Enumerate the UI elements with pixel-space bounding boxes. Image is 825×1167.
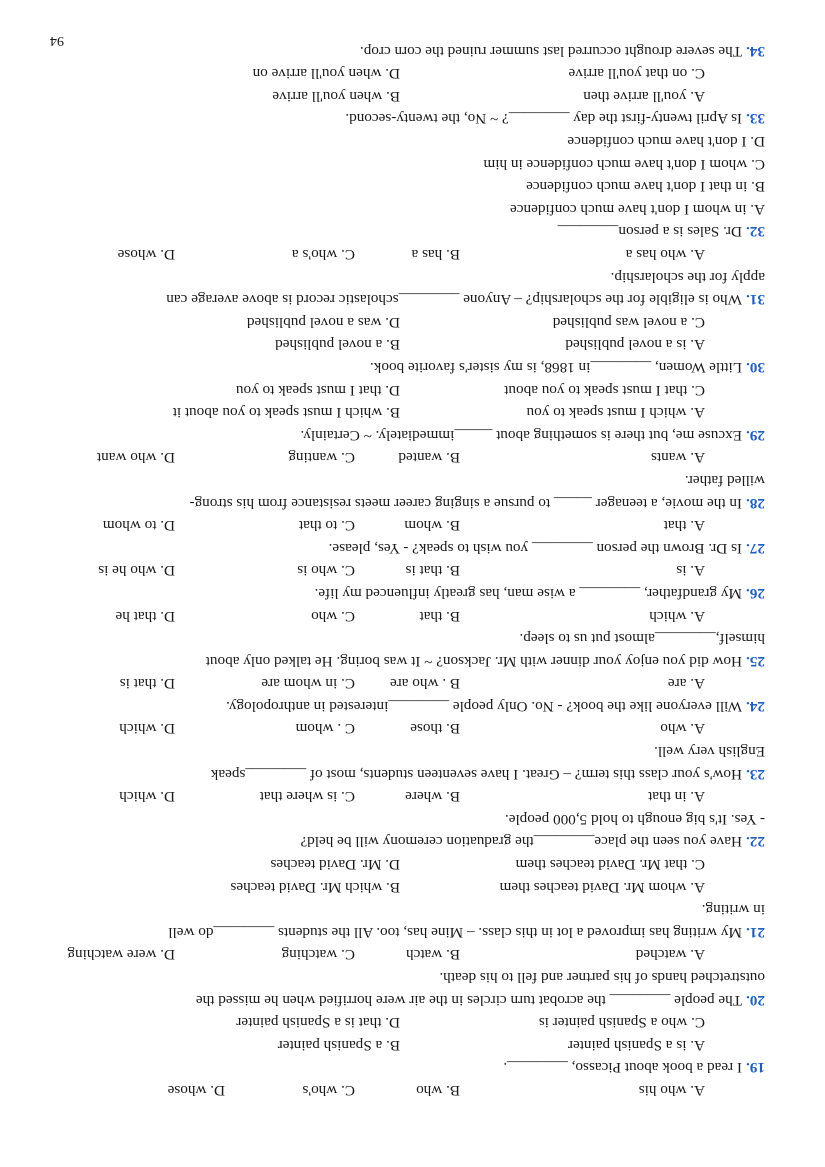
answer-options — [65, 514, 765, 537]
answer-option[interactable]: A. watched — [635, 946, 705, 964]
answer-option[interactable]: D. who want — [96, 449, 175, 467]
question-text: in writing. — [701, 901, 765, 919]
question-text: I read a book about Picasso, ________. — [503, 1059, 743, 1077]
question-text: himself,________almost put us to sleep. — [519, 630, 765, 648]
question-number: 26. — [746, 584, 765, 602]
question-text: Is Dr. Brown the person ________ you wish to speak? - Yes, please. — [328, 539, 743, 557]
question-text: The severe drought occurred last summer ruined the corn crop. — [359, 42, 743, 60]
question-line — [65, 627, 765, 650]
answer-option[interactable]: B. whom — [404, 517, 460, 535]
answer-options — [65, 672, 765, 695]
question-stem — [65, 920, 765, 943]
option-d: D. whose — [167, 1082, 225, 1099]
question-text: willed father. — [684, 471, 765, 489]
answer-options — [65, 1011, 765, 1034]
question-text: apply for the scholarship. — [610, 268, 765, 286]
question-text: Dr. Sales is a person________ — [557, 223, 743, 241]
question-number: 32. — [746, 223, 765, 241]
answer-option[interactable]: C. that Mr. David teaches them — [515, 856, 705, 874]
answer-option[interactable]: B. watch — [406, 946, 460, 964]
question-stem — [65, 762, 765, 785]
answer-option[interactable]: D. which — [119, 788, 175, 806]
question-line — [65, 152, 765, 175]
answer-option[interactable]: C. on that you'll arrive — [568, 65, 705, 83]
question-line — [65, 175, 765, 198]
answer-option[interactable]: C. a novel was published — [552, 313, 705, 331]
answer-options — [65, 943, 765, 966]
question — [65, 785, 765, 853]
question — [65, 242, 765, 310]
answer-option[interactable]: D. that is a Spanish painter — [236, 1014, 400, 1032]
question-number: 34. — [746, 42, 765, 60]
question-number: 24. — [746, 697, 765, 715]
question — [65, 129, 765, 242]
question-number: 21. — [746, 923, 765, 941]
answer-options — [65, 242, 765, 265]
question-text: My writing has improved a lot in this class. – Mine has, too. All the students ________do well — [168, 923, 743, 941]
answer-options — [65, 875, 765, 898]
question-text: Little Women, ________in 1868, is my sister's favorite book. — [369, 359, 743, 376]
question-line — [65, 129, 765, 152]
question-stem — [65, 107, 765, 130]
question-text: How's your class this term? – Great. I have seventeen students, most of ________speak — [210, 765, 743, 783]
answer-options — [65, 378, 765, 401]
question-number: 20. — [746, 991, 765, 1009]
answer-option[interactable]: B. a Spanish painter — [277, 1036, 400, 1054]
question — [65, 717, 765, 785]
answer-option[interactable]: A. is a novel published — [565, 336, 705, 354]
answer-option[interactable]: B . who are — [389, 675, 460, 693]
answer-options — [65, 852, 765, 875]
answer-option[interactable]: B. those — [410, 720, 460, 738]
question — [65, 446, 765, 514]
answer-options — [65, 785, 765, 808]
answer-option[interactable]: C . whom — [295, 720, 355, 738]
question-text: The people ________ the acrobat turn circles in the air were horrified when he missed the — [195, 991, 743, 1009]
question-text: In the movie, a teenager _____ to pursue a singing career meets resistance from his strong- — [189, 494, 743, 512]
question-stem — [65, 423, 765, 446]
answer-option[interactable]: B. when you'll arrive — [272, 87, 400, 105]
question-text: How did you enjoy your dinner with Mr. Jackson? ~ It was boring. He talked only about — [205, 652, 743, 670]
question-list — [65, 39, 765, 1101]
answer-option[interactable]: C. who is — [297, 562, 355, 580]
answer-options — [65, 604, 765, 627]
option-b: B. who — [416, 1082, 460, 1099]
question-text: English very well. — [654, 743, 765, 761]
page-number: 94 — [50, 33, 64, 48]
question-stem — [65, 220, 765, 243]
question-text: A. in whom I don't have much confidence — [510, 200, 765, 218]
question-text: C. whom I don't have much confidence in him — [483, 155, 765, 173]
answer-option[interactable]: B. which I must speak to you about it — [172, 404, 400, 422]
answer-option[interactable]: B. has a — [411, 246, 460, 264]
answer-option[interactable]: D. Mr. David teaches — [270, 856, 400, 874]
answer-options — [65, 401, 765, 424]
answer-option[interactable]: D. was a novel published — [246, 313, 400, 331]
option-a: A. who his — [638, 1082, 705, 1099]
answer-option[interactable]: A. which — [649, 607, 705, 625]
answer-option[interactable]: D. that I must speak to you — [235, 381, 400, 399]
question-line — [65, 898, 765, 921]
top-options — [65, 1078, 765, 1101]
answer-option[interactable]: A. are — [667, 675, 705, 693]
answer-options — [65, 84, 765, 107]
answer-option[interactable]: D. whose — [117, 246, 175, 264]
answer-option[interactable]: C. to that — [298, 517, 355, 535]
question-stem — [65, 491, 765, 514]
answer-option[interactable]: A. in that — [648, 788, 705, 806]
question-text: Who is eligible for the scholarship? – Anyone ________scholastic record is above average can — [166, 291, 743, 309]
question-line — [65, 807, 765, 830]
answer-options — [65, 310, 765, 333]
question-stem — [65, 288, 765, 311]
answer-option[interactable]: B. that — [419, 607, 460, 625]
question — [65, 559, 765, 604]
question-number: 28. — [746, 494, 765, 512]
question-stem — [65, 39, 765, 62]
questions — [65, 39, 765, 1078]
question-text: - Yes. It's big enough to hold 5,000 people. — [504, 810, 765, 828]
answer-option[interactable]: D. to whom — [102, 517, 175, 535]
question-text: outstretched hands of his partner and fell to his death. — [439, 969, 765, 987]
question-number: 33. — [746, 110, 765, 128]
question-text: B. in that I don't have much confidence — [526, 178, 765, 196]
answer-option[interactable]: B. a novel published — [275, 336, 400, 354]
answer-option[interactable]: D. which — [119, 720, 175, 738]
answer-option[interactable]: A. is a Spanish painter — [567, 1036, 705, 1054]
question — [65, 852, 765, 942]
answer-option[interactable]: B. where — [405, 788, 460, 806]
answer-option[interactable]: C. who — [311, 607, 355, 625]
question-stem — [65, 830, 765, 853]
question-line — [65, 965, 765, 988]
question-line — [65, 740, 765, 763]
option-c: C. who's — [302, 1082, 355, 1099]
answer-option[interactable]: C. wanting — [288, 449, 355, 467]
answer-option[interactable]: A. who has a — [625, 246, 705, 264]
question — [65, 62, 765, 130]
question-number: 22. — [746, 833, 765, 851]
question — [65, 672, 765, 717]
answer-options — [65, 333, 765, 356]
question-number: 25. — [746, 652, 765, 670]
answer-options — [65, 446, 765, 469]
question-stem — [65, 1056, 765, 1079]
question — [65, 39, 765, 62]
question-stem — [65, 649, 765, 672]
answer-options — [65, 717, 765, 740]
question-text: My grandfather, ________ a wise man, has greatly influenced my life. — [314, 584, 743, 602]
answer-option[interactable]: B. which Mr. David teaches — [230, 878, 400, 896]
question-text: Will everyone like the book? - No. Only people ________interested in anthropology. — [226, 697, 743, 715]
answer-option[interactable]: D. who he is — [98, 562, 175, 580]
answer-option[interactable]: D. when you'll arrive on — [252, 65, 400, 83]
question-line — [65, 265, 765, 288]
question — [65, 514, 765, 559]
answer-option[interactable]: C. in whom are — [261, 675, 355, 693]
question-line — [65, 468, 765, 491]
answer-option[interactable]: B. that is — [405, 562, 460, 580]
question-number: 19. — [746, 1059, 765, 1077]
question — [65, 943, 765, 1011]
question — [65, 310, 765, 378]
question-number: 30. — [746, 359, 765, 376]
answer-option[interactable]: A. that — [663, 517, 705, 535]
answer-options — [65, 1033, 765, 1056]
answer-option[interactable]: C. that I must speak to you about — [504, 381, 705, 399]
question-stem — [65, 694, 765, 717]
question — [65, 378, 765, 446]
question-number: 23. — [746, 765, 765, 783]
answer-option[interactable]: A. you'll arrive then — [583, 87, 705, 105]
question-line — [65, 197, 765, 220]
answer-option[interactable]: A. whom Mr. David teaches them — [499, 878, 705, 896]
question-stem — [65, 988, 765, 1011]
answer-option[interactable]: A. wants — [651, 449, 705, 467]
answer-option[interactable]: A. who — [660, 720, 705, 738]
answer-option[interactable]: B. wanted — [398, 449, 460, 467]
answer-option[interactable]: C. watching — [281, 946, 355, 964]
answer-options — [65, 62, 765, 85]
question-stem — [65, 536, 765, 559]
question — [65, 604, 765, 672]
question-number: 29. — [746, 426, 765, 444]
question-stem — [65, 355, 765, 378]
question-text: Excuse me, but there is something about _____immediately. ~ Certainly. — [300, 426, 743, 444]
answer-option[interactable]: C. who's a — [291, 246, 355, 264]
question-text: Is April twenty-first the day ________? ~ No, the twenty-second. — [345, 110, 743, 128]
answer-options — [65, 559, 765, 582]
answer-option[interactable]: D. were watching — [67, 946, 175, 964]
answer-option[interactable]: D. that he — [115, 607, 175, 625]
question-text: D. I don't have much confidence — [567, 133, 765, 151]
question-number: 31. — [746, 291, 765, 309]
answer-option[interactable]: C. who a Spanish painter is — [538, 1014, 705, 1032]
question-number: 27. — [746, 539, 765, 557]
answer-option[interactable]: C. is where that — [259, 788, 355, 806]
question-stem — [65, 581, 765, 604]
answer-option[interactable]: A. which I must speak to you — [526, 404, 705, 422]
question — [65, 1011, 765, 1079]
answer-option[interactable]: D. that is — [119, 675, 175, 693]
answer-option[interactable]: A. is — [676, 562, 705, 580]
question-text: Have you seen the place________the graduation ceremony will be held? — [300, 833, 743, 851]
